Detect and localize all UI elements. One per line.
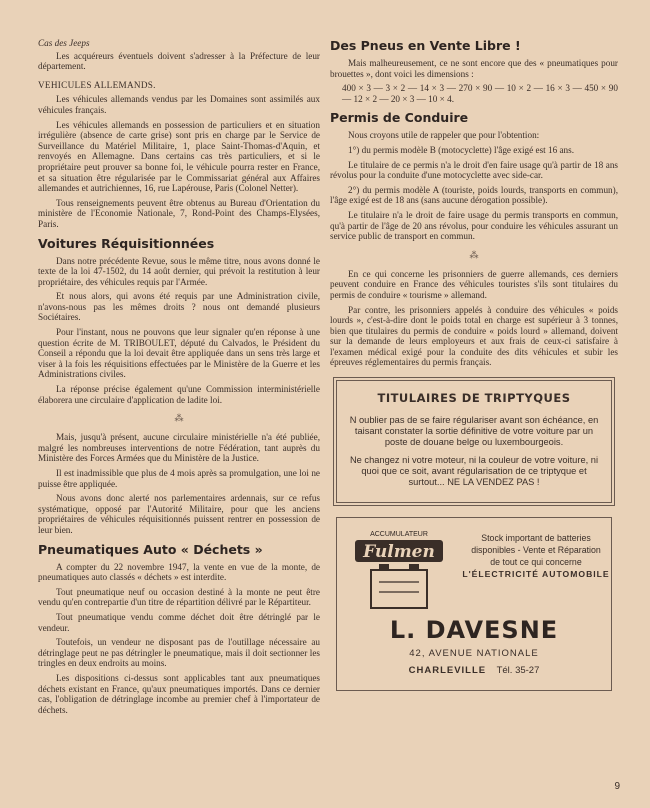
logo-brand-text: Fulmen bbox=[363, 542, 435, 563]
allemands-paragraph-2: Les véhicules allemands en possession de particuliers et en situation irrégulière (absence de carte grise) sont pris en charge par le Service de Surveillance du Matériel Militaire, 1, place Saint-Thomas-d'Aquin, et renvoyés en Allemagne. Dans certains cas très particuliers, et si le propriétaire peut prouver sa bonne foi, le véhicule pourra rester en France, et sa situation être régularisée par le Commissariat général aux Affaires allemandes et autrichiennes, 16, rue Lapérouse, Paris (Colonel Netter). bbox=[38, 119, 320, 194]
permis-paragraph-2: 1°) du permis modèle B (motocyclette) l'âge exigé est 16 ans. bbox=[348, 144, 575, 155]
permis-paragraph-4: 2°) du permis modèle A (touriste, poids lourds, transports en commun), l'âge exigé est de 18 ans (sans aucune dérogation possible). bbox=[330, 184, 618, 206]
jeeps-heading: Cas des Jeeps bbox=[38, 38, 90, 48]
ad-address: 42, AVENUE NATIONALE bbox=[409, 648, 539, 660]
voitures-paragraph-1: Dans notre précédente Revue, sous le même titre, nous avons donné le texte de la loi 47-1502, du 14 août dernier, qui prévoit la restitution à leur propriétaire, des véhicules requis par l'Armée. bbox=[38, 255, 320, 287]
triptyques-title: TITULAIRES DE TRIPTYQUES bbox=[377, 391, 571, 406]
pneumatiques-paragraph-1: A compter du 22 novembre 1947, la vente en vue de la monte, de pneumatiques auto classés « déchets » est interdite. bbox=[38, 561, 320, 583]
right-column bbox=[330, 38, 618, 691]
ad-description bbox=[461, 532, 611, 580]
jeeps-paragraph: Les acquéreurs éventuels doivent s'adresser à la Préfecture de leur département. bbox=[38, 50, 320, 72]
permis-paragraph-3: Le titulaire de ce permis n'a le droit d'en faire usage qu'à partir de 18 ans révolus pour la conduite d'une motocyclette avec side-car. bbox=[330, 159, 618, 181]
pneumatiques-title: Pneumatiques Auto « Déchets » bbox=[38, 541, 263, 557]
voitures-paragraph-5: Mais, jusqu'à présent, aucune circulaire ministérielle n'a été publiée, malgré les nombreuses interventions de notre Fédération, tant auprès du Ministère des Forces Armées que du Ministère de la Justice. bbox=[38, 432, 320, 464]
voitures-paragraph-7: Nous avons donc alerté nos parlementaires ardennais, sur ce refus systématique, opposé par l'Autorité Militaire, pour que les anciens propriétaires de véhicules réquisitionnés puissent rentrer en possession de leur bien. bbox=[38, 493, 320, 535]
pneumatiques-paragraph-5: Les dispositions ci-dessus sont applicables tant aux pneumatiques déchets existant en France, qu'aux pneumatiques importés. Dans ce dernier cas, l'obligation de détringlage incombe au premier chef à l'importateur de déchets. bbox=[38, 672, 320, 715]
ad-telephone: Tél. 35-27 bbox=[496, 665, 540, 677]
battery-terminal-icon bbox=[409, 564, 419, 570]
triptyques-paragraph-2: Ne changez ni votre moteur, ni la couleur de votre voiture, ni quoi que ce soit, avant régularisation de ce triptyque et surtout... NE LA VENDEZ PAS ! bbox=[349, 454, 599, 488]
ad-text-line-2: disponibles - Vente et Réparation bbox=[471, 545, 601, 556]
tire-dimensions-list: 400 × 3 — 3 × 2 — 14 × 3 — 270 × 90 — 10 × 2 — 16 × 3 — 450 × 90 — 12 × 2 — 20 × 3 — 10 × 4. bbox=[342, 83, 618, 104]
left-column bbox=[38, 38, 320, 719]
vente-libre-title: Des Pneus en Vente Libre ! bbox=[330, 38, 521, 53]
voitures-paragraph-3: Pour l'instant, nous ne pouvons que leur signaler qu'en réponse à une question écrite de M. TRIBOULET, député du Calvados, le Président du Conseil a répondu que la loi devait être appliquée dans un sens très large et viser à la fois les réquisitions effectuées par le Ministère de la Guerre et les Administrations civiles. bbox=[38, 327, 320, 380]
battery-terminal-icon bbox=[379, 564, 389, 570]
ad-text-line-1: Stock important de batteries bbox=[481, 533, 591, 544]
allemands-heading: VEHICULES ALLEMANDS. bbox=[38, 79, 156, 90]
triptyques-paragraph-1: N oublier pas de se faire régulariser avant son échéance, en taisant constater la sortie définitive de votre voiture par un poste de douane belge ou luxembourgeois. bbox=[349, 415, 599, 448]
permis-paragraph-6: En ce qui concerne les prisonniers de guerre allemands, ces derniers peuvent conduire en France des véhicules touristes s'ils sont titulaires du permis de conduire « tourisme » allemand. bbox=[330, 268, 618, 300]
voitures-paragraph-6: Il est inadmissible que plus de 4 mois après sa promulgation, une loi ne puisse être appliquée. bbox=[38, 468, 320, 489]
allemands-paragraph-1: Les véhicules allemands vendus par les Domaines sont assimilés aux véhicules français. bbox=[38, 94, 320, 115]
fulmen-battery-logo bbox=[349, 526, 449, 614]
permis-title: Permis de Conduire bbox=[330, 110, 469, 126]
permis-paragraph-5: Le titulaire n'a le droit de faire usage du permis transports en commun, qu'à partir de l'âge de 20 ans révolus, pour conduire les véhicules assurant un service public de transport en commun. bbox=[330, 209, 618, 242]
permis-paragraph-1: Nous croyons utile de rappeler que pour l'obtention: bbox=[348, 130, 540, 141]
triptyques-notice-box bbox=[336, 380, 612, 503]
battery-body-icon bbox=[371, 570, 427, 608]
ad-city: CHARLEVILLE bbox=[408, 665, 487, 677]
davesne-advertisement bbox=[336, 517, 612, 691]
voitures-paragraph-2: Et nous alors, qui avons été requis par une Administration civile, n'avons-nous pas les mêmes droits ? nous ont demandé plusieurs Sociétaires. bbox=[38, 291, 320, 323]
allemands-paragraph-3: Tous renseignements peuvent être obtenus au Bureau d'Orientation du ministère de l'Economie Nationale, 7, Rond-Point des Champs-Elysées, Paris. bbox=[38, 197, 320, 229]
ad-company-name: L. DAVESNE bbox=[389, 616, 559, 645]
ad-text-line-3: de tout ce qui concerne bbox=[490, 557, 582, 568]
vente-libre-paragraph: Mais malheureusement, ce ne sont encore que des « pneumatiques pour brouettes », dont voici les dimensions : bbox=[330, 58, 618, 79]
voitures-paragraph-4: La réponse précise également qu'une Commission interministérielle élaborera une circulaire d'application de ladite loi. bbox=[38, 384, 320, 405]
section-separator-star: ⁂ bbox=[174, 413, 184, 424]
ad-text-line-4: L'ÉLECTRICITÉ AUTOMOBILE bbox=[462, 569, 610, 580]
pneumatiques-paragraph-2: Tout pneumatique neuf ou occasion destiné à la monte ne peut être vendu qu'en contrepartie d'un titre de répartition délivré par le Répartiteur. bbox=[38, 586, 320, 608]
logo-top-text: ACCUMULATEUR bbox=[370, 531, 428, 539]
page-number: 9 bbox=[614, 781, 620, 792]
pneumatiques-paragraph-4: Toutefois, un vendeur ne disposant pas de l'outillage nécessaire au détringlage peut ne pas détringler le pneumatique, mais il doit sectionner les tringles en deux endroits au moins. bbox=[38, 637, 320, 669]
ad-city-line bbox=[337, 665, 611, 676]
permis-paragraph-7: Par contre, les prisonniers appelés à conduire des véhicules « poids lourds », c'est-à-dire dont le poids total en charge est supérieur à 3 tonnes, bien que titulaires du permis de conduire « poids lourd » allemand, doivent sur la demande de leurs employeurs et aux frais de ceux-ci satisfaire à l'examen médical exigé pour la conduite des dits véhicules et subir les épreuves réglementaires du permis français. bbox=[330, 304, 618, 368]
section-separator-star: ⁂ bbox=[469, 249, 479, 260]
voitures-title: Voitures Réquisitionnées bbox=[38, 235, 215, 251]
pneumatiques-paragraph-3: Tout pneumatique vendu comme déchet doit être détringlé par le vendeur. bbox=[38, 611, 320, 633]
